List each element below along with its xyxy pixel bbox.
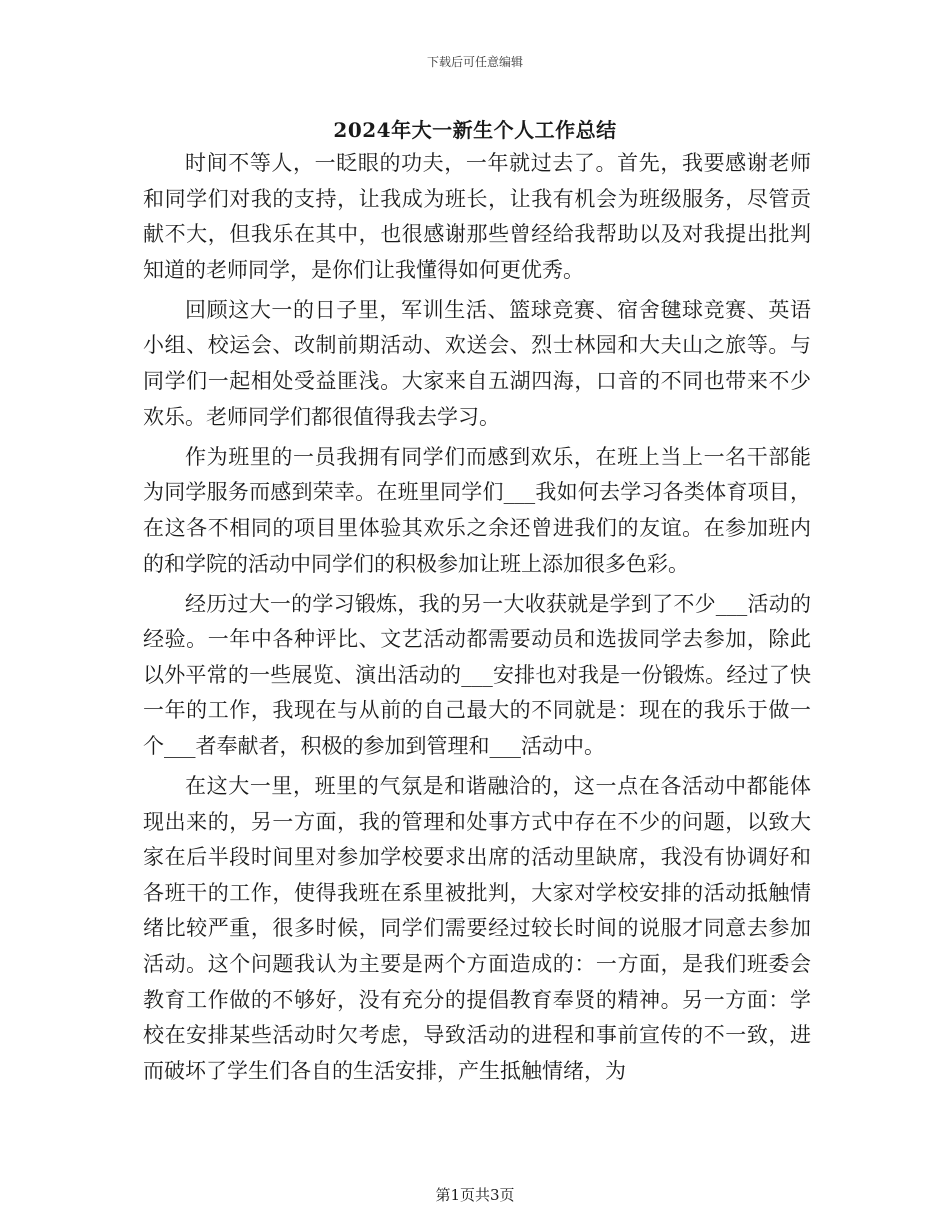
paragraph-3: 作为班里的一员我拥有同学们而感到欢乐，在班上当上一名干部能为同学服务而感到荣幸。在班里同学们___我如何去学习各类体育项目，在这各不相同的项目里体验其欢乐之余还曾进我们的友谊。在参加班内的和学院的活动中同学们的积极参加让班上添加很多色彩。 — [143, 444, 811, 576]
page-number: 第1页共3页 — [435, 1186, 515, 1204]
paragraph-5: 在这大一里，班里的气氛是和谐融洽的，这一点在各活动中都能体现出来的，另一方面，我的管理和处事方式中存在不少的问题，以致大家在后半段时间里对参加学校要求出席的活动里缺席，我没有协调好和各班干的工作，使得我班在系里被批判，大家对学校安排的活动抵触情绪比较严重，很多时候，同学们需要经过较长时间的说服才同意去参加活动。这个问题我认为主要是两个方面造成的：一方面，是我们班委会教育工作做的不够好，没有充分的提倡教育奉贤的精神。另一方面：学校在安排某些活动时欠考虑，导致活动的进程和事前宣传的不一致，进而破坏了学生们各自的生活安排，产生抵触情绪，为 — [143, 774, 811, 1083]
document-body — [143, 146, 811, 1094]
paragraph-1: 时间不等人，一眨眼的功夫，一年就过去了。首先，我要感谢老师和同学们对我的支持，让我成为班长，让我有机会为班级服务，尽管贡献不大，但我乐在其中，也很感谢那些曾经给我帮助以及对我提出批判知道的老师同学，是你们让我懂得如何更优秀。 — [143, 151, 811, 282]
document-title: 2024年大一新生个人工作总结 — [333, 118, 617, 142]
header-note: 下载后可任意编辑 — [426, 55, 523, 69]
paragraph-4: 经历过大一的学习锻炼，我的另一大收获就是学到了不少___活动的经验。一年中各种评比、文艺活动都需要动员和选拔同学去参加，除此以外平常的一些展览、演出活动的___安排也对我是一份锻炼。经过了快一年的工作，我现在与从前的自己最大的不同就是：现在的我乐于做一个___者奉献者，积极的参加到管理和___活动中。 — [143, 591, 811, 758]
paragraph-2: 回顾这大一的日子里，军训生活、篮球竞赛、宿舍毽球竞赛、英语小组、校运会、改制前期活动、欢送会、烈士林园和大夫山之旅等。与同学们一起相处受益匪浅。大家来自五湖四海，口音的不同也带来不少欢乐。老师同学们都很值得我去学习。 — [143, 297, 811, 429]
